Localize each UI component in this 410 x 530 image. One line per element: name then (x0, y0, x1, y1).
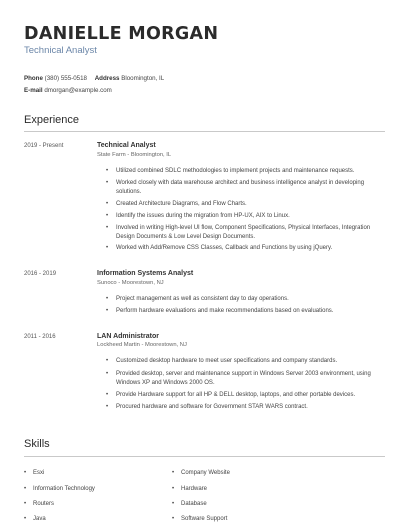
candidate-title: Technical Analyst (24, 45, 97, 56)
job-title: LAN Administrator (97, 333, 159, 340)
address-value: Bloomington, IL (121, 75, 165, 82)
email-label: E-mail (24, 87, 43, 94)
experience-heading: Experience (24, 114, 80, 126)
phone-value: (380) 555-0518 (44, 75, 87, 82)
candidate-name: DANIELLE MORGAN (24, 24, 219, 44)
contact-phone-row (24, 75, 164, 82)
address-label: Address (94, 75, 120, 82)
job-dates: 2011 - 2016 (24, 334, 56, 340)
job-dates: 2019 - Present (24, 143, 64, 149)
job-title: Information Systems Analyst (97, 270, 194, 277)
resume-page: DANIELLE MORGAN Technical Analyst Phone (380) 555-0518 Address Bloomington, IL E-mail dmorgan@example.com Experience 2019 - Present Technical Analyst State Farm - Bloomington, IL • Utilized combined SDLC methodologies to implement projects and maintenance requests. • Worked closely with data warehouse architect and business intelligence analyst in developing solutions. • Created Architecture Diagrams, and Flow Charts. • Identify the issues during the migration from HP-UX, AIX to Linux. • Involved in writing High-level UI flow, Component Specifications, Physical Interfaces, Integration Design Documents & Low Level Design Documents. • Worked with Add/Remove CSS Classes, Callback and Functions by using jQuery. 2016 - 2019 Information Systems Analyst Sunoco - Moorestown, NJ • Project management as well as consistent day to day operations. • Perform hardware evaluations and make recommendations based on evaluations. 2011 - 2016 LAN Administrator Lockheed Martin - Moorestown, NJ • Customized desktop hardware to meet user specifications and company standards. • Provided desktop, server and maintenance support in Windows Server 2003 environment, using Windows XP and Windows 2000 OS. • Provide Hardware support for all HP & DELL desktop, laptops, and other portable devices. • Procured hardware and software for Government STAR WARS contract. Skills • Esxi • Information Technology • Routers • Java • Company Website • Hardware • Database • Software Support (0, 0, 410, 530)
job-dates: 2016 - 2019 (24, 271, 57, 277)
job-company: State Farm - Bloomington, IL (97, 152, 172, 158)
skills-heading: Skills (24, 438, 50, 450)
skills-divider (24, 456, 385, 457)
email-value: dmorgan@example.com (44, 87, 112, 94)
experience-divider (24, 131, 385, 132)
job-company: Lockheed Martin - Moorestown, NJ (97, 342, 187, 348)
phone-label: Phone (24, 75, 43, 82)
job-company: Sunoco - Moorestown, NJ (97, 280, 164, 286)
contact-email-row (24, 87, 112, 94)
job-title: Technical Analyst (97, 142, 156, 149)
